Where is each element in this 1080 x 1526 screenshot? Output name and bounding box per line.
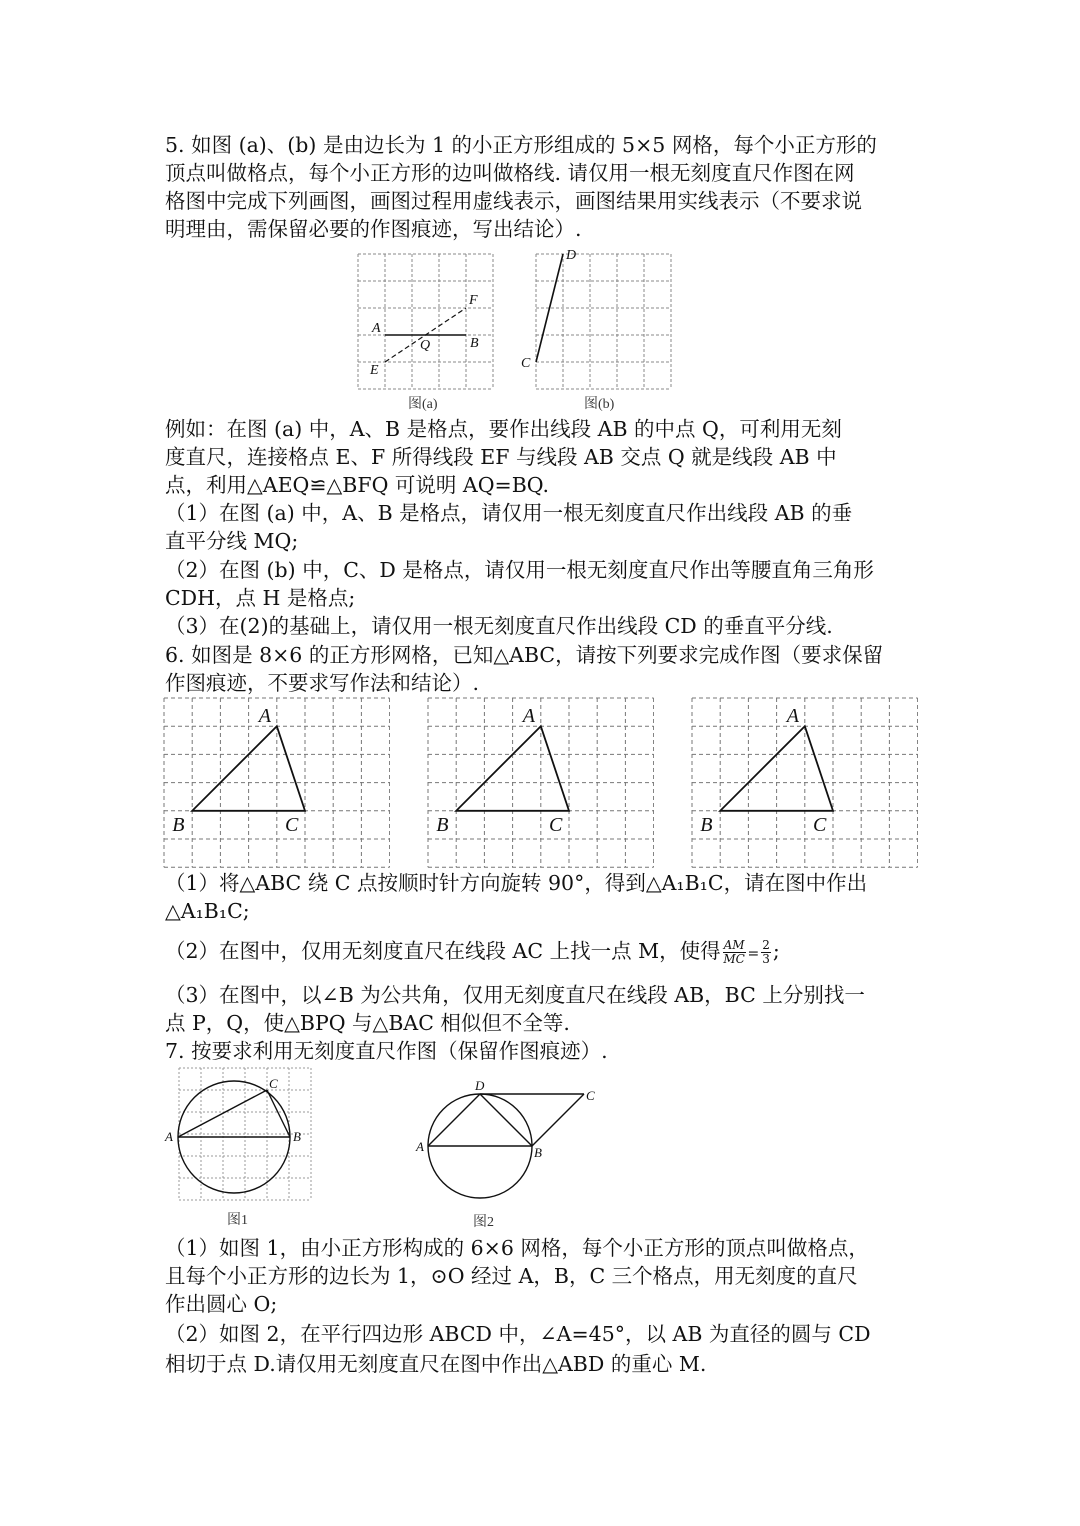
fig1-label-a: A xyxy=(165,1129,173,1144)
q6-label-b: B xyxy=(436,813,449,836)
fig1-label-b: B xyxy=(293,1129,301,1144)
fraction-num-am: AM xyxy=(723,938,745,952)
caption-fig2: 图2 xyxy=(473,1215,494,1230)
q6-figure-1 xyxy=(162,696,390,868)
q6-label-a: A xyxy=(522,705,536,728)
fraction-2-3 xyxy=(761,939,771,966)
q6-label-b: B xyxy=(172,813,185,836)
label-c: C xyxy=(521,356,531,371)
equals-sign: = xyxy=(747,946,760,962)
fraction-den-mc: MC xyxy=(723,952,745,966)
fraction-am-mc xyxy=(723,939,746,966)
q6-line-1: 6. 如图是 8×6 的正方形网格，已知△ABC，请按下列要求完成作图（要求保留 xyxy=(165,643,884,667)
grid-q6 xyxy=(428,698,654,867)
q6-sub-2-prefix: （2）在图中，仅用无刻度直尺在线段 AC 上找一点 M，使得 xyxy=(165,939,721,963)
q6-sub-3b: 点 P，Q，使△BPQ 与△BAC 相似但不全等. xyxy=(165,1011,570,1035)
q6-sub-1b: △A₁B₁C; xyxy=(165,899,250,923)
q6-label-a: A xyxy=(258,705,272,728)
figure-a xyxy=(350,248,510,416)
q5-line-2: 顶点叫做格点，每个小正方形的边叫做格线. 请仅用一根无刻度直尺作图在网 xyxy=(165,161,855,185)
q6-label-c: C xyxy=(813,813,827,836)
q7-figure-2 xyxy=(410,1076,610,1234)
fig1-label-c: C xyxy=(269,1076,278,1091)
label-e: E xyxy=(370,363,379,378)
q6-label-c: C xyxy=(285,813,299,836)
q7-line-4: （2）如图 2，在平行四边形 ABCD 中，∠A=45°，以 AB 为直径的圆与 CD xyxy=(165,1322,871,1346)
label-f: F xyxy=(469,293,478,308)
fig2-label-d: D xyxy=(475,1078,485,1093)
caption-fig-a: 图(a) xyxy=(408,397,438,412)
q5-line-3: 格图中完成下列画图，画图过程用虚线表示，画图结果用实线表示（不要求说 xyxy=(165,189,862,213)
fraction-den-3: 3 xyxy=(762,952,770,966)
label-b: B xyxy=(470,336,479,351)
q6-sub-3a: （3）在图中，以∠B 为公共角，仅用无刻度直尺在线段 AB，BC 上分别找一 xyxy=(165,983,865,1007)
segment-cb-fig1 xyxy=(267,1090,290,1137)
q6-sub-2 xyxy=(165,937,780,968)
q6-label-b: B xyxy=(700,813,713,836)
grid-q6 xyxy=(692,698,918,867)
q5-sub-2b: CDH，点 H 是格点; xyxy=(165,586,356,610)
grid-b xyxy=(536,254,671,389)
caption-fig-b: 图(b) xyxy=(584,397,615,412)
q7-line-5: 相切于点 D.请仅用无刻度直尺在图中作出△ABD 的重心 M. xyxy=(165,1352,707,1376)
q7-line-2: 且每个小正方形的边长为 1，⊙O 经过 A，B，C 三个格点，用无刻度的直尺 xyxy=(165,1264,858,1288)
q6-sub-2-suffix: ; xyxy=(772,939,780,963)
label-d: D xyxy=(566,248,577,263)
q6-figure-2 xyxy=(426,696,654,868)
q5-example-1: 例如：在图 (a) 中，A、B 是格点，要作出线段 AB 的中点 Q，可利用无刻 xyxy=(165,417,842,441)
q5-example-2: 度直尺，连接格点 E、F 所得线段 EF 与线段 AB 交点 Q 就是线段 AB 中 xyxy=(165,445,837,469)
q5-sub-1b: 直平分线 MQ; xyxy=(165,529,299,553)
q7-title: 7. 按要求利用无刻度直尺作图（保留作图痕迹）. xyxy=(165,1039,608,1063)
q7-line-3: 作出圆心 O; xyxy=(165,1292,278,1316)
q6-label-c: C xyxy=(549,813,563,836)
q6-line-2: 作图痕迹，不要求写作法和结论）. xyxy=(165,671,480,695)
q7-line-1: （1）如图 1，由小正方形构成的 6×6 网格，每个小正方形的顶点叫做格点， xyxy=(165,1236,869,1260)
grid-q6 xyxy=(164,698,390,867)
q5-sub-1a: （1）在图 (a) 中，A、B 是格点，请仅用一根无刻度直尺作出线段 AB 的垂 xyxy=(165,501,853,525)
q6-sub-1a: （1）将△ABC 绕 C 点按顺时针方向旋转 90°，得到△A₁B₁C，请在图中作出 xyxy=(165,871,868,895)
segment-ad xyxy=(428,1094,480,1146)
q6-figure-3 xyxy=(690,696,918,868)
q7-figure-1 xyxy=(160,1062,320,1234)
label-q: Q xyxy=(420,338,431,353)
caption-fig1: 图1 xyxy=(227,1213,248,1228)
segment-db xyxy=(480,1094,532,1146)
figure-b xyxy=(514,246,679,416)
q5-line-4: 明理由，需保留必要的作图痕迹，写出结论）. xyxy=(165,217,582,241)
q5-sub-2a: （2）在图 (b) 中，C、D 是格点，请仅用一根无刻度直尺作出等腰直角三角形 xyxy=(165,558,874,582)
fig2-label-b: B xyxy=(534,1145,542,1160)
label-a: A xyxy=(372,321,381,336)
q5-line-1: 5. 如图 (a)、(b) 是由边长为 1 的小正方形组成的 5×5 网格，每个小正方形的 xyxy=(165,133,877,157)
fig2-label-c: C xyxy=(586,1088,595,1103)
q6-label-a: A xyxy=(786,705,800,728)
q5-sub-3: （3）在(2)的基础上，请仅用一根无刻度直尺作出线段 CD 的垂直平分线. xyxy=(165,614,833,638)
segment-bc xyxy=(532,1094,584,1146)
fraction-num-2: 2 xyxy=(762,938,770,952)
q5-example-3: 点，利用△AEQ≌△BFQ 可说明 AQ=BQ. xyxy=(165,473,550,497)
fig2-label-a: A xyxy=(416,1139,424,1154)
